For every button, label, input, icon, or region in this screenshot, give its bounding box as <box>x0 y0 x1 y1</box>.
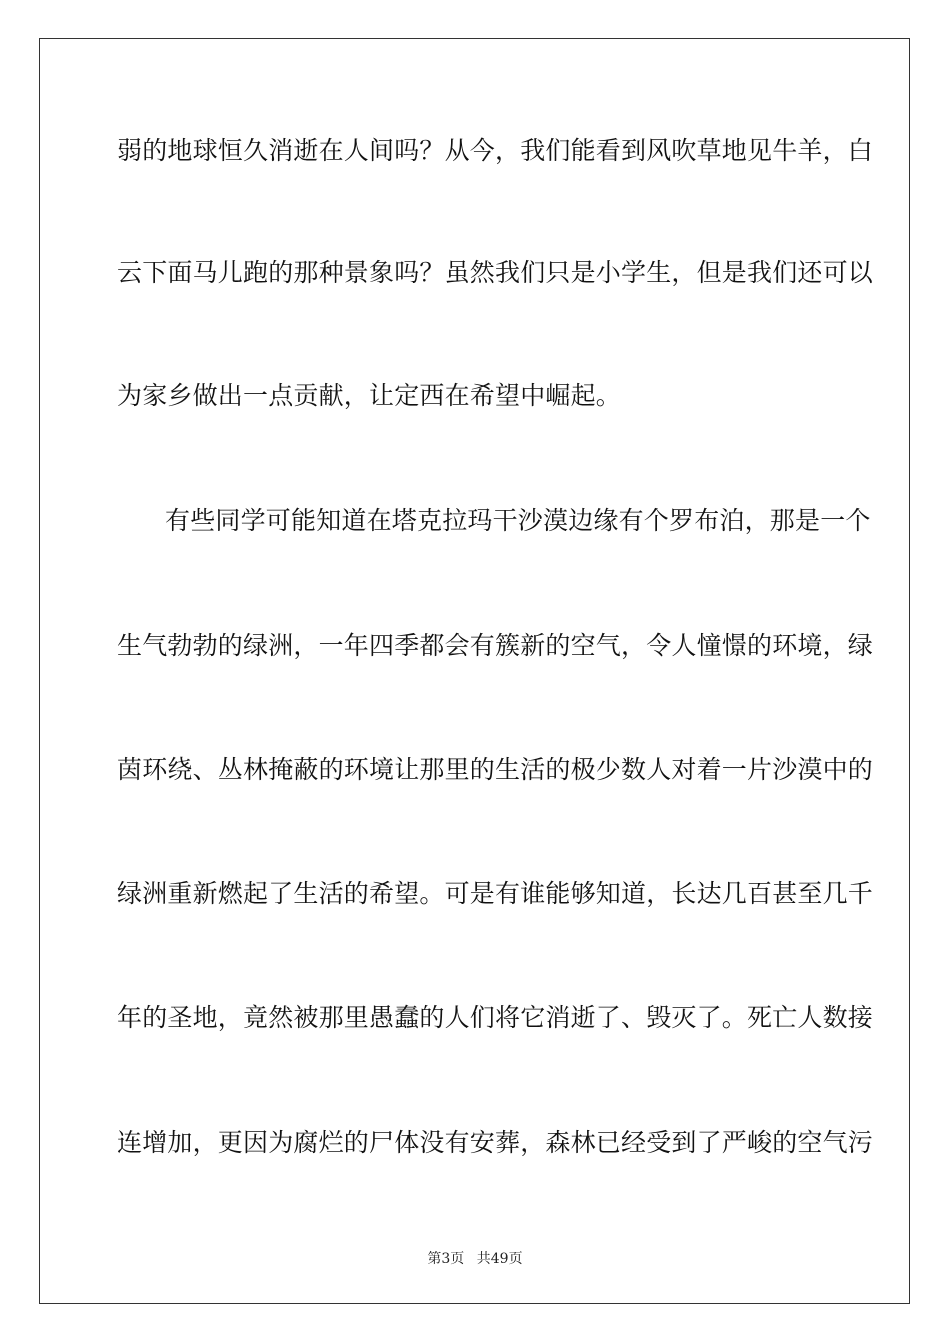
text-line-9: 连增加，更因为腐烂的尸体没有安葬，森林已经受到了严峻的空气污 <box>117 1128 874 1157</box>
page-border <box>39 38 910 1304</box>
text-line-5: 生气勃勃的绿洲，一年四季都会有簇新的空气，令人憧憬的环境，绿 <box>117 631 874 660</box>
text-line-8: 年的圣地，竟然被那里愚蠢的人们将它消逝了、毁灭了。死亡人数接 <box>117 1003 874 1032</box>
page-number: 第3页 <box>427 1251 465 1267</box>
text-line-1: 弱的地球恒久消逝在人间吗？从今，我们能看到风吹草地见牛羊，白 <box>117 136 874 165</box>
text-line-3: 为家乡做出一点贡献，让定西在希望中崛起。 <box>117 381 622 410</box>
text-line-6: 茵环绕、丛林掩蔽的环境让那里的生活的极少数人对着一片沙漠中的 <box>117 755 874 784</box>
text-line-2: 云下面马儿跑的那种景象吗？虽然我们只是小学生，但是我们还可以 <box>117 258 874 287</box>
text-line-7: 绿洲重新燃起了生活的希望。可是有谁能够知道，长达几百甚至几千 <box>117 879 874 908</box>
text-line-4: 有些同学可能知道在塔克拉玛干沙漠边缘有个罗布泊，那是一个 <box>165 506 871 535</box>
page-footer <box>0 1248 950 1268</box>
total-pages: 共49页 <box>476 1251 523 1267</box>
